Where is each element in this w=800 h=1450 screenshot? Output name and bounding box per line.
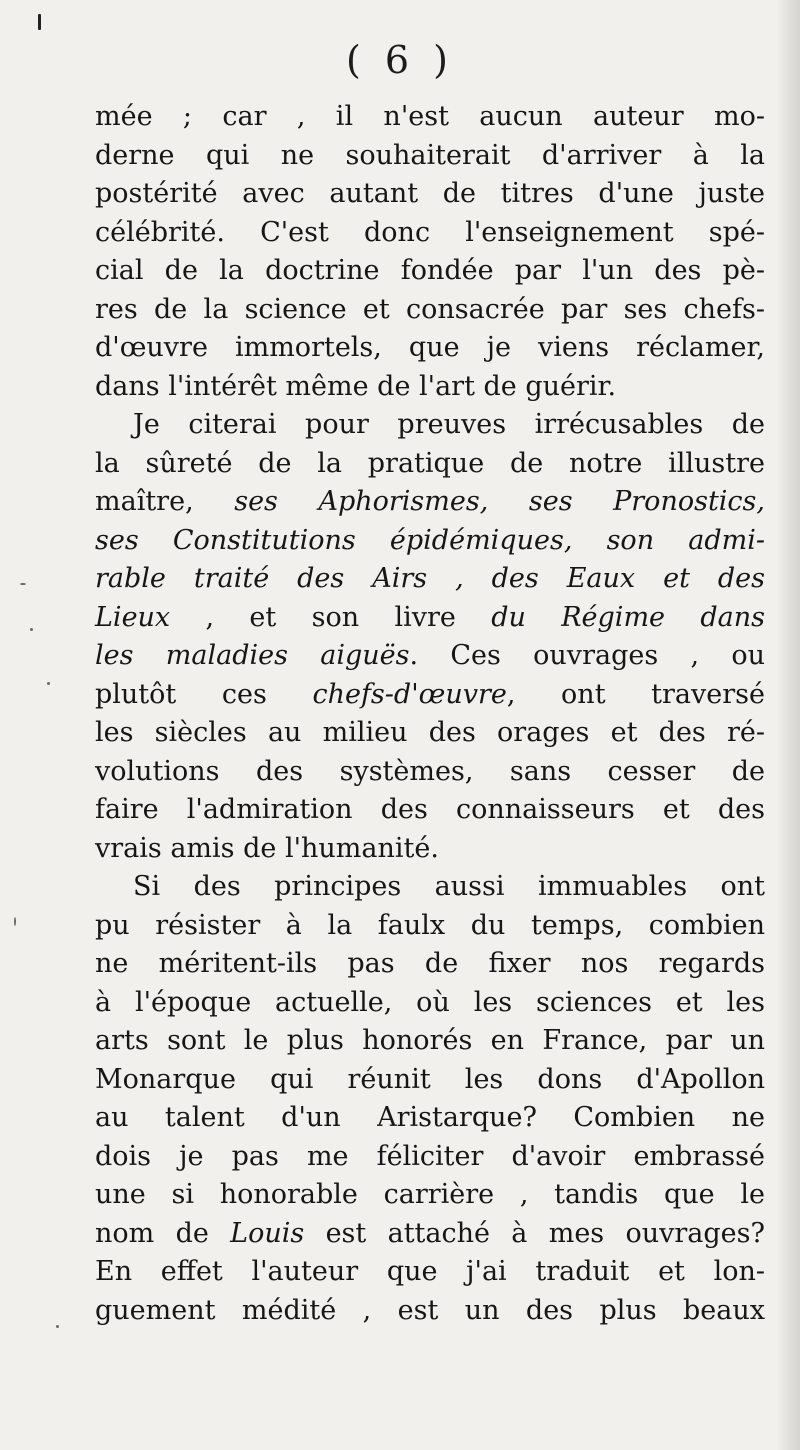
- text-segment: . Ces ouvrages , ou: [409, 640, 766, 671]
- text-segment: célébrité. C'est donc l'enseignement spé-: [95, 216, 765, 248]
- text-segment: postérité avec autant de titres d'une juste: [95, 178, 765, 209]
- text-line: [95, 406, 765, 445]
- text-line: [95, 291, 765, 330]
- text-line: [95, 214, 765, 253]
- text-segment: Si des principes aussi immuables ont: [133, 871, 765, 902]
- text-segment: , et son livre: [170, 601, 492, 633]
- paper-speck: [56, 1325, 59, 1328]
- text-line: [95, 1022, 765, 1061]
- text-line: [95, 1061, 765, 1100]
- text-segment: maître,: [95, 486, 235, 517]
- italic-text-segment: chefs-d'œuvre: [312, 678, 507, 710]
- text-line: [95, 522, 765, 561]
- text-line: [95, 1215, 765, 1254]
- text-line: [95, 907, 765, 946]
- text-line: [95, 830, 765, 869]
- text-line: [95, 791, 765, 830]
- text-segment: au talent d'un Aristarque? Combien ne: [95, 1102, 765, 1133]
- text-line: [95, 599, 765, 638]
- italic-text-segment: ses Constitutions épidémiques, son admi-: [95, 524, 765, 556]
- text-segment: plutôt ces: [95, 678, 313, 710]
- text-segment: nom de: [95, 1217, 231, 1249]
- text-segment: Je citerai pour preuves irrécusables de: [133, 409, 765, 440]
- text-segment: à l'époque actuelle, où les sciences et les: [95, 986, 765, 1018]
- text-line: [95, 252, 765, 291]
- text-line: [95, 1176, 765, 1215]
- text-segment: guement médité , est un des plus beaux: [95, 1294, 765, 1326]
- text-segment: derne qui ne souhaiterait d'arriver à la: [95, 139, 765, 171]
- text-line: [95, 445, 765, 484]
- text-line: [95, 753, 765, 792]
- text-segment: la sûreté de la pratique de notre illustre: [95, 447, 765, 479]
- text-line: [95, 560, 765, 599]
- text-segment: d'œuvre immortels, que je viens réclamer,: [95, 332, 765, 363]
- page-number: ( 6 ): [346, 38, 454, 82]
- paper-speck: [30, 628, 33, 631]
- italic-text-segment: Louis: [230, 1217, 305, 1249]
- italic-text-segment: rable traité des Airs , des Eaux et des: [95, 563, 765, 594]
- paper-speck: [38, 14, 41, 30]
- text-segment: cial de la doctrine fondée par l'un des pè-: [95, 255, 765, 286]
- paper-speck: [14, 917, 16, 926]
- text-line: [95, 1253, 765, 1292]
- text-line: [95, 329, 765, 368]
- text-line: [95, 676, 765, 715]
- text-segment: vrais amis de l'humanité.: [95, 832, 439, 864]
- text-segment: dois je pas me féliciter d'avoir embrassé: [95, 1140, 765, 1172]
- body-text: [95, 98, 765, 1330]
- text-line: [95, 98, 765, 137]
- italic-text-segment: ses Aphorismes, ses Pronostics,: [234, 486, 765, 517]
- text-segment: une si honorable carrière , tandis que le: [95, 1179, 765, 1210]
- text-line: [95, 984, 765, 1023]
- italic-text-segment: Lieux: [95, 601, 171, 633]
- text-segment: les siècles au milieu des orages et des ré-: [95, 717, 765, 748]
- text-segment: faire l'admiration des connaisseurs et des: [95, 794, 765, 825]
- text-segment: est attaché à mes ouvrages?: [304, 1217, 765, 1249]
- text-line: [95, 1292, 765, 1331]
- text-segment: Monarque qui réunit les dons d'Apollon: [95, 1063, 765, 1095]
- text-line: [95, 868, 765, 907]
- text-segment: ne méritent-ils pas de fixer nos regards: [95, 948, 765, 979]
- text-line: [95, 714, 765, 753]
- paper-speck: [47, 682, 50, 685]
- text-segment: En effet l'auteur que j'ai traduit et lon-: [95, 1256, 765, 1287]
- text-line: [95, 368, 765, 407]
- italic-text-segment: les maladies aiguës: [95, 640, 410, 671]
- text-line: [95, 137, 765, 176]
- text-segment: res de la science et consacrée par ses chefs-: [95, 293, 765, 325]
- paper-speck: [20, 583, 26, 585]
- text-line: [95, 637, 765, 676]
- text-segment: mée ; car , il n'est aucun auteur mo-: [95, 101, 765, 132]
- text-line: [95, 483, 765, 522]
- text-segment: dans l'intérêt même de l'art de guérir.: [95, 370, 617, 402]
- text-line: [95, 1138, 765, 1177]
- text-line: [95, 945, 765, 984]
- page-edge-shadow: [776, 0, 800, 1450]
- text-segment: pu résister à la faulx du temps, combien: [95, 909, 765, 941]
- text-line: [95, 175, 765, 214]
- text-segment: , ont traversé: [506, 678, 765, 710]
- text-line: [95, 1099, 765, 1138]
- text-segment: volutions des systèmes, sans cesser de: [95, 755, 765, 787]
- text-segment: arts sont le plus honorés en France, par un: [95, 1025, 765, 1056]
- italic-text-segment: du Régime dans: [491, 601, 765, 633]
